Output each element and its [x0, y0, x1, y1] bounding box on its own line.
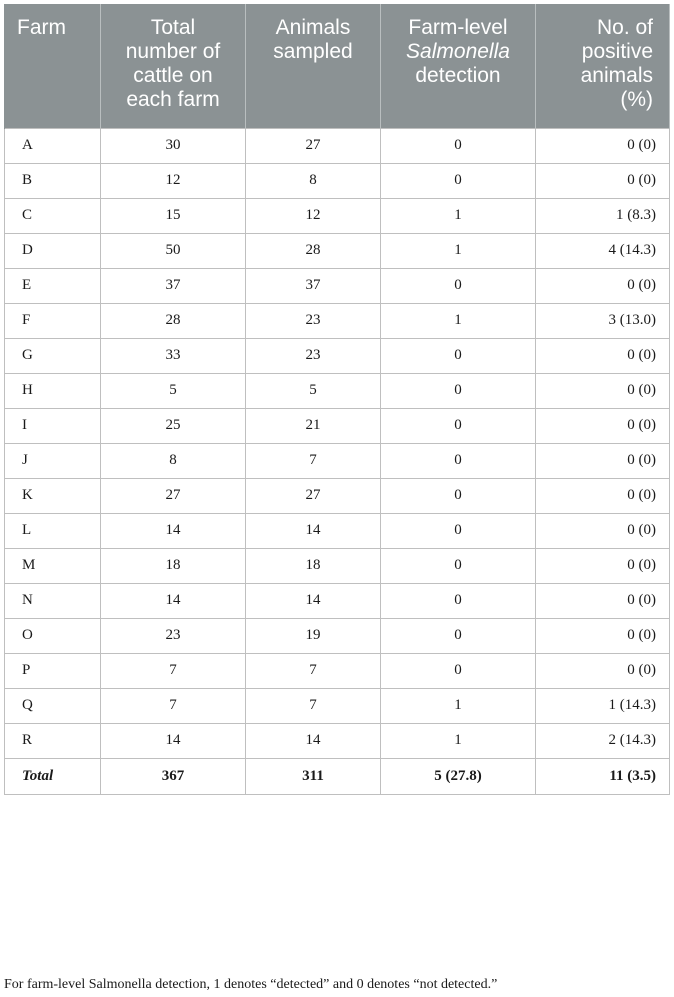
cell-farm: K	[5, 478, 101, 513]
cell-animals-sampled: 21	[246, 408, 381, 443]
table-row	[5, 198, 670, 233]
cell-positive-animals: 0 (0)	[536, 513, 670, 548]
cell-total-cattle: 8	[101, 443, 246, 478]
cell-positive-animals: 0 (0)	[536, 373, 670, 408]
cell-positive-animals: 1 (14.3)	[536, 688, 670, 723]
table-row	[5, 443, 670, 478]
cell-total-cattle: 28	[101, 303, 246, 338]
cell-farm: F	[5, 303, 101, 338]
table-row	[5, 548, 670, 583]
cell-detection: 0	[381, 443, 536, 478]
header-farm-level-detection	[381, 4, 536, 128]
cell-farm: L	[5, 513, 101, 548]
cell-animals-sampled: 27	[246, 478, 381, 513]
table-row	[5, 478, 670, 513]
table-row	[5, 373, 670, 408]
table-row	[5, 163, 670, 198]
cell-detection: 1	[381, 198, 536, 233]
cell-animals-sampled: 14	[246, 723, 381, 758]
cell-detection: 0	[381, 338, 536, 373]
table-footnote: For farm-level Salmonella detection, 1 denotes “detected” and 0 denotes “not detected.”	[4, 977, 498, 992]
cell-farm: D	[5, 233, 101, 268]
cell-detection: 0	[381, 513, 536, 548]
cell-positive-animals: 0 (0)	[536, 548, 670, 583]
table-body	[5, 128, 670, 794]
table-row	[5, 128, 670, 163]
table-row	[5, 268, 670, 303]
total-cell-positive-animals: 11 (3.5)	[536, 758, 670, 794]
table-row	[5, 303, 670, 338]
cell-positive-animals: 4 (14.3)	[536, 233, 670, 268]
cell-detection: 1	[381, 723, 536, 758]
cell-farm: C	[5, 198, 101, 233]
cell-total-cattle: 14	[101, 513, 246, 548]
cell-detection: 0	[381, 478, 536, 513]
cell-farm: P	[5, 653, 101, 688]
table-row	[5, 408, 670, 443]
cell-total-cattle: 5	[101, 373, 246, 408]
table-row	[5, 688, 670, 723]
total-cell-total-cattle: 367	[101, 758, 246, 794]
cell-detection: 0	[381, 163, 536, 198]
cell-positive-animals: 1 (8.3)	[536, 198, 670, 233]
cell-animals-sampled: 12	[246, 198, 381, 233]
cell-total-cattle: 15	[101, 198, 246, 233]
cell-animals-sampled: 14	[246, 513, 381, 548]
cell-positive-animals: 0 (0)	[536, 618, 670, 653]
cell-animals-sampled: 27	[246, 128, 381, 163]
cell-positive-animals: 0 (0)	[536, 408, 670, 443]
cell-positive-animals: 2 (14.3)	[536, 723, 670, 758]
cell-farm: R	[5, 723, 101, 758]
cell-farm: G	[5, 338, 101, 373]
header-detection-italic: Salmonella	[406, 40, 510, 63]
cell-positive-animals: 0 (0)	[536, 443, 670, 478]
cell-animals-sampled: 7	[246, 653, 381, 688]
cell-total-cattle: 12	[101, 163, 246, 198]
cell-total-cattle: 14	[101, 583, 246, 618]
cell-total-cattle: 33	[101, 338, 246, 373]
table-header	[5, 4, 670, 128]
cell-farm: E	[5, 268, 101, 303]
cell-detection: 0	[381, 268, 536, 303]
total-cell-detection: 5 (27.8)	[381, 758, 536, 794]
cell-detection: 0	[381, 583, 536, 618]
header-farm: Farm	[5, 4, 101, 128]
total-cell-farm: Total	[5, 758, 101, 794]
cell-detection: 1	[381, 688, 536, 723]
cell-total-cattle: 27	[101, 478, 246, 513]
cell-detection: 0	[381, 548, 536, 583]
table-row	[5, 653, 670, 688]
cell-animals-sampled: 14	[246, 583, 381, 618]
cell-farm: B	[5, 163, 101, 198]
cell-farm: J	[5, 443, 101, 478]
cell-animals-sampled: 8	[246, 163, 381, 198]
cell-detection: 0	[381, 373, 536, 408]
cell-total-cattle: 18	[101, 548, 246, 583]
cell-farm: I	[5, 408, 101, 443]
cell-animals-sampled: 18	[246, 548, 381, 583]
total-cell-animals-sampled: 311	[246, 758, 381, 794]
cell-farm: Q	[5, 688, 101, 723]
cell-total-cattle: 50	[101, 233, 246, 268]
cell-positive-animals: 0 (0)	[536, 338, 670, 373]
table-row	[5, 513, 670, 548]
cell-animals-sampled: 23	[246, 303, 381, 338]
cell-total-cattle: 23	[101, 618, 246, 653]
cell-detection: 0	[381, 618, 536, 653]
cell-positive-animals: 0 (0)	[536, 653, 670, 688]
cell-detection: 0	[381, 128, 536, 163]
cell-detection: 0	[381, 408, 536, 443]
cell-total-cattle: 37	[101, 268, 246, 303]
cell-farm: N	[5, 583, 101, 618]
cell-detection: 0	[381, 653, 536, 688]
table-row	[5, 618, 670, 653]
cell-detection: 1	[381, 303, 536, 338]
cell-farm: M	[5, 548, 101, 583]
cell-animals-sampled: 5	[246, 373, 381, 408]
cell-positive-animals: 0 (0)	[536, 478, 670, 513]
cell-animals-sampled: 7	[246, 443, 381, 478]
cell-total-cattle: 7	[101, 653, 246, 688]
table-row	[5, 583, 670, 618]
header-row	[5, 4, 670, 128]
table-row	[5, 338, 670, 373]
cell-animals-sampled: 28	[246, 233, 381, 268]
total-row	[5, 758, 670, 794]
cell-farm: O	[5, 618, 101, 653]
cell-animals-sampled: 19	[246, 618, 381, 653]
header-detection-suffix: detection	[415, 64, 501, 87]
cell-animals-sampled: 37	[246, 268, 381, 303]
cell-total-cattle: 30	[101, 128, 246, 163]
header-animals-sampled: Animals sampled	[246, 4, 381, 128]
header-total-cattle: Total number of cattle on each farm	[101, 4, 246, 128]
cell-positive-animals: 3 (13.0)	[536, 303, 670, 338]
cell-animals-sampled: 23	[246, 338, 381, 373]
cell-detection: 1	[381, 233, 536, 268]
cell-total-cattle: 7	[101, 688, 246, 723]
cell-positive-animals: 0 (0)	[536, 583, 670, 618]
salmonella-farm-table	[4, 4, 670, 795]
header-detection-prefix: Farm-level	[408, 16, 508, 39]
cell-positive-animals: 0 (0)	[536, 268, 670, 303]
table-row	[5, 723, 670, 758]
cell-total-cattle: 14	[101, 723, 246, 758]
table-row	[5, 233, 670, 268]
cell-total-cattle: 25	[101, 408, 246, 443]
cell-farm: H	[5, 373, 101, 408]
cell-positive-animals: 0 (0)	[536, 128, 670, 163]
cell-positive-animals: 0 (0)	[536, 163, 670, 198]
cell-farm: A	[5, 128, 101, 163]
cell-animals-sampled: 7	[246, 688, 381, 723]
header-positive-animals: No. of positive animals (%)	[536, 4, 670, 128]
